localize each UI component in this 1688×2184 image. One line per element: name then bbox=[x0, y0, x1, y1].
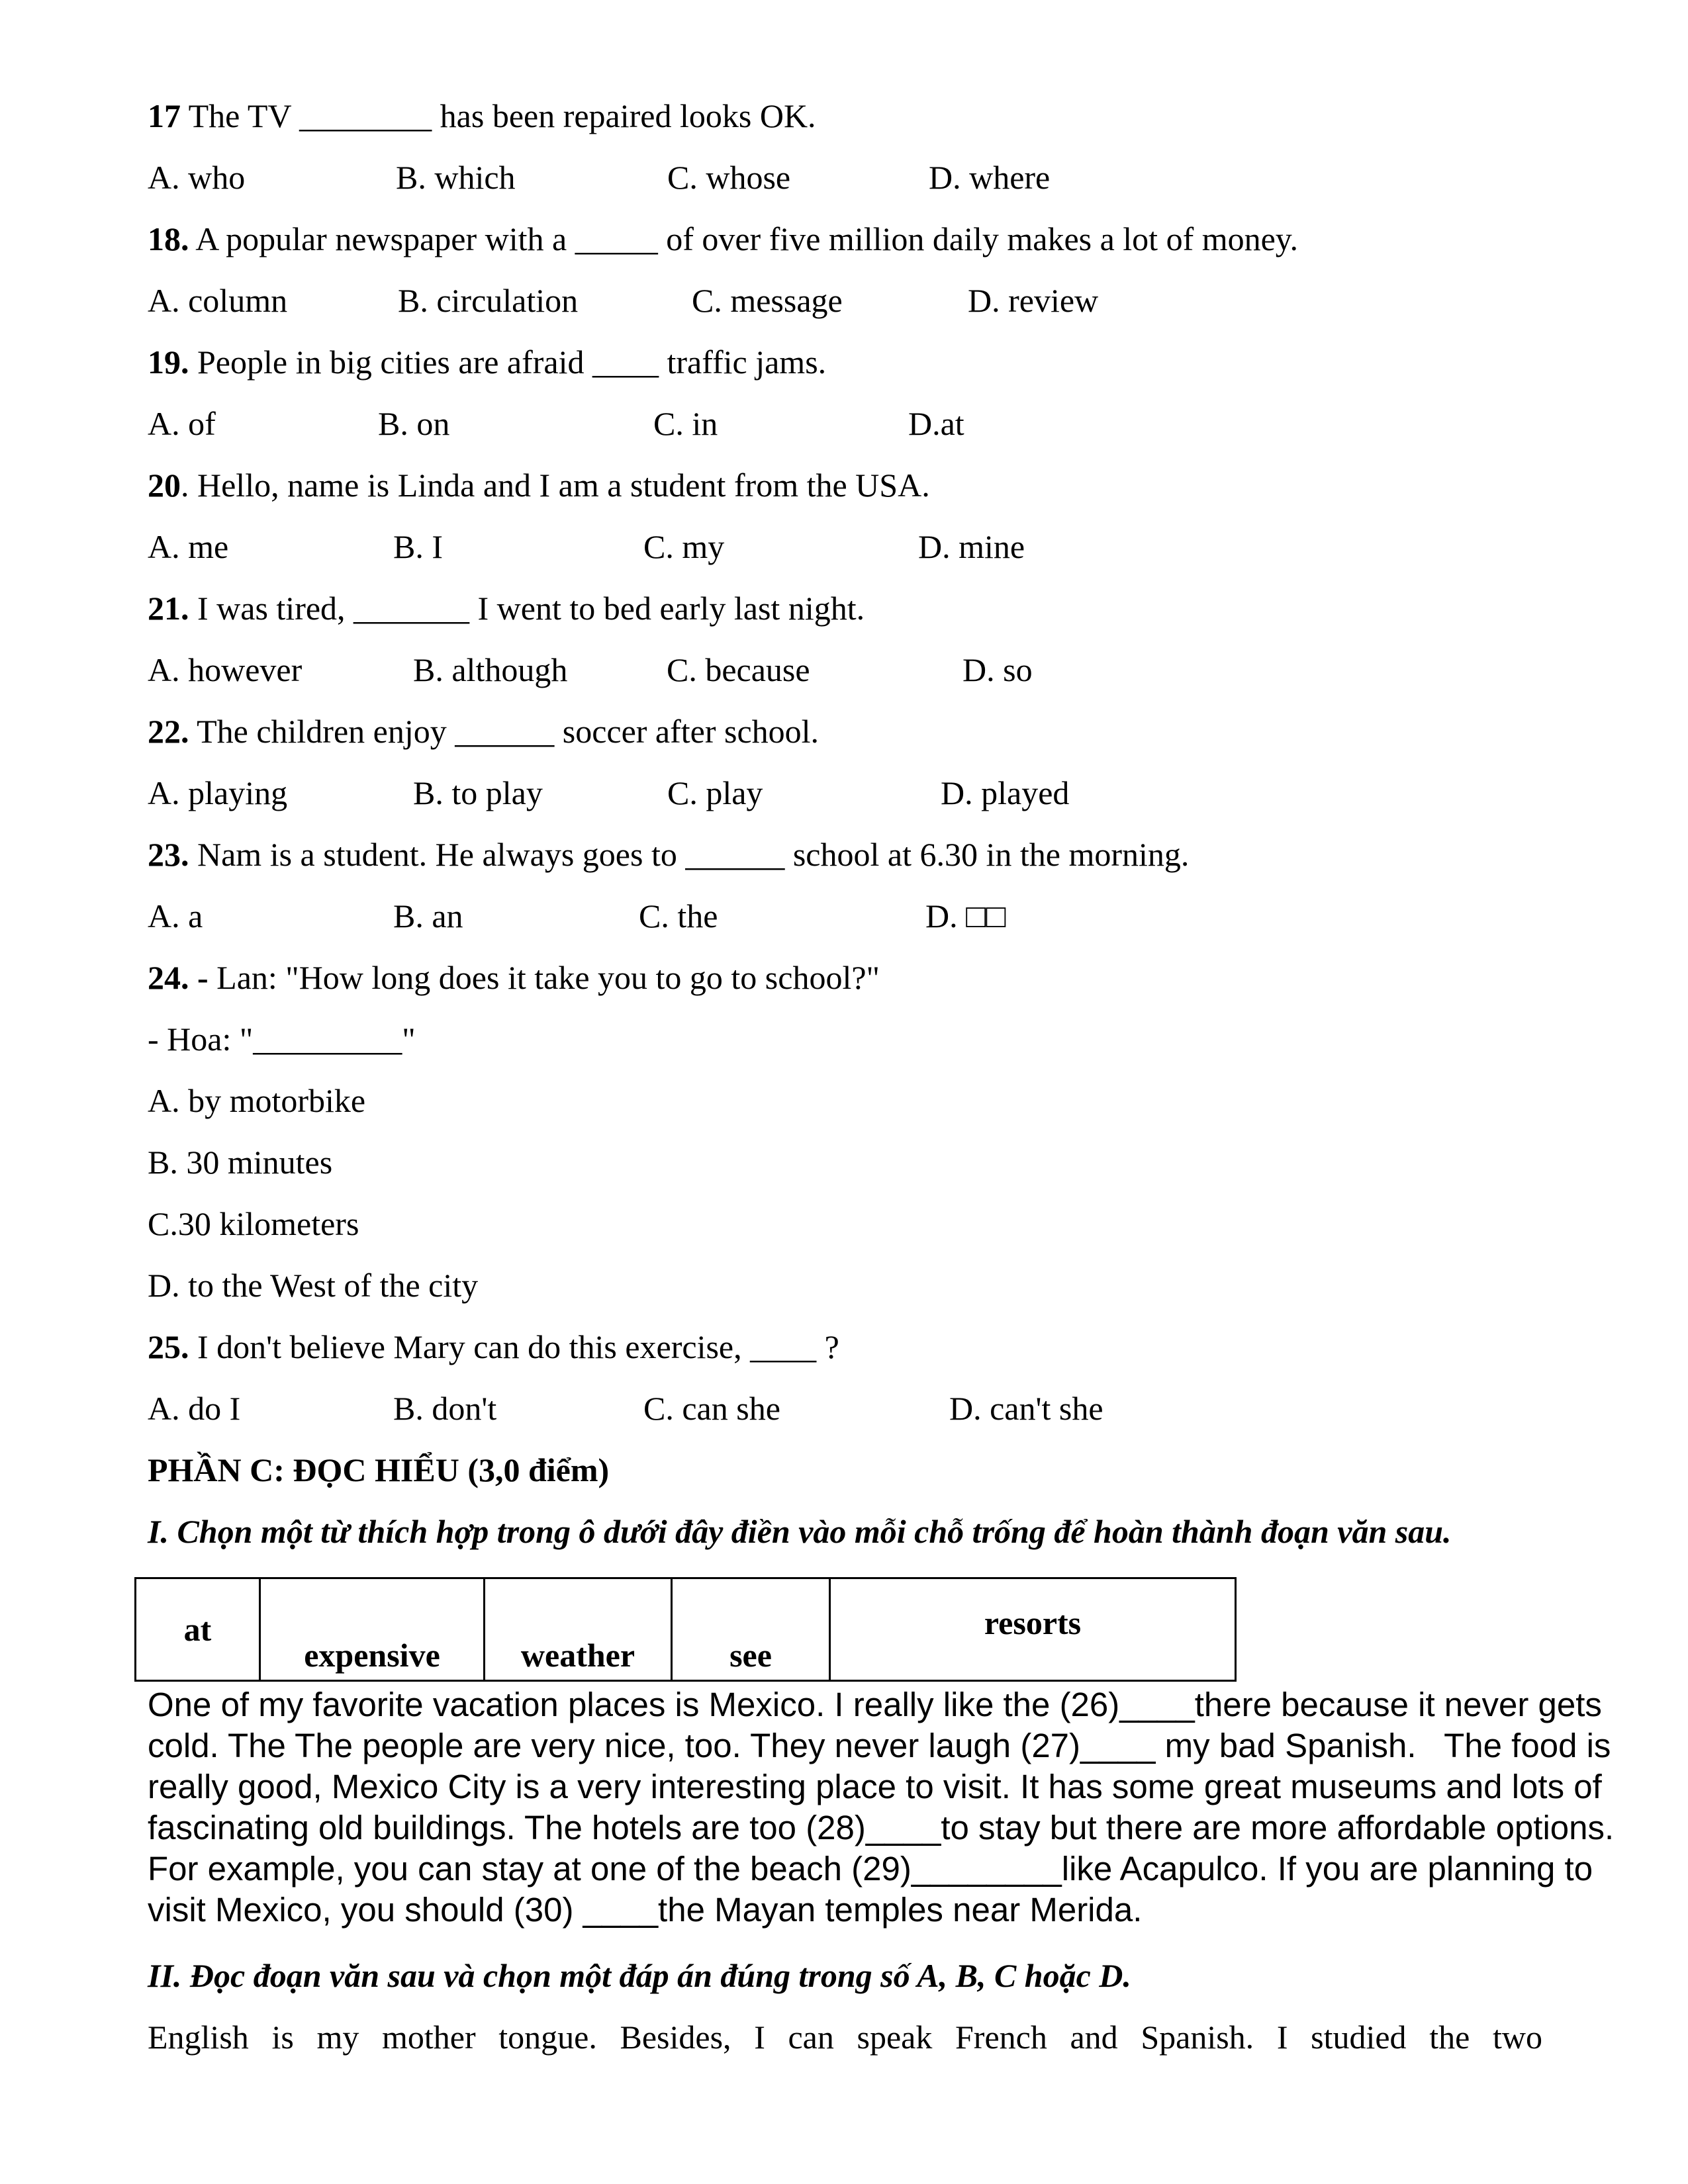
option-a: A. by motorbike bbox=[148, 1082, 366, 1119]
option-c: C. message bbox=[692, 282, 843, 319]
question-number: 17 bbox=[148, 97, 181, 134]
question-20 bbox=[148, 465, 930, 505]
option-c: C. in bbox=[653, 405, 718, 442]
question-number: 23. bbox=[148, 836, 189, 873]
question-stem: I don't believe Mary can do this exercise, ____ ? bbox=[189, 1328, 839, 1365]
question-stem: Nam is a student. He always goes to ______ school at 6.30 in the morning. bbox=[189, 836, 1190, 873]
option-b: B. which bbox=[396, 159, 516, 196]
option-a: A. playing bbox=[148, 774, 288, 811]
section-c-heading: PHẦN C: ĐỌC HIỂU (3,0 điểm) bbox=[148, 1451, 610, 1488]
part2-first-line bbox=[148, 2017, 1542, 2057]
word-box-cell: expensive bbox=[260, 1578, 485, 1681]
passage-line: cold. The The people are very nice, too. They never laugh (27)____ my bad Spanish. The food is bbox=[148, 1727, 1611, 1764]
option-d: D. to the West of the city bbox=[148, 1267, 479, 1304]
question-23 bbox=[148, 835, 1189, 874]
question-number: 25. bbox=[148, 1328, 189, 1365]
option-b: B. an bbox=[393, 897, 463, 934]
option-c: C. whose bbox=[667, 159, 791, 196]
question-24 bbox=[148, 958, 880, 997]
option-a: A. a bbox=[148, 897, 203, 934]
question-17 bbox=[148, 96, 816, 136]
option-a: A. me bbox=[148, 528, 229, 565]
passage-word: speak bbox=[857, 2019, 933, 2056]
passage-word: I bbox=[1276, 2019, 1288, 2056]
question-stem: The TV ________ has been repaired looks OK. bbox=[181, 97, 816, 134]
option-a: A. do I bbox=[148, 1390, 241, 1427]
option-a: A. of bbox=[148, 405, 216, 442]
option-c: C.30 kilometers bbox=[148, 1205, 359, 1242]
word-box-cell: at bbox=[136, 1578, 260, 1681]
option-b: B. I bbox=[393, 528, 443, 565]
passage-word: I bbox=[754, 2019, 765, 2056]
option-b: B. circulation bbox=[398, 282, 579, 319]
word-box-cell: weather bbox=[485, 1578, 672, 1681]
passage-word: my bbox=[316, 2019, 359, 2056]
question-24-reply: - Hoa: "_________" bbox=[148, 1021, 416, 1058]
option-a: A. however bbox=[148, 651, 303, 688]
passage-line: really good, Mexico City is a very interesting place to visit. It has some great museums and lots of bbox=[148, 1768, 1602, 1805]
option-c: C. can she bbox=[643, 1390, 780, 1427]
option-b: B. to play bbox=[413, 774, 543, 811]
question-number: 21. bbox=[148, 590, 189, 627]
word-box-cell: see bbox=[672, 1578, 830, 1681]
passage-word: two bbox=[1492, 2019, 1542, 2056]
option-a: A. column bbox=[148, 282, 288, 319]
question-number: 22. bbox=[148, 713, 189, 750]
question-stem: People in big cities are afraid ____ traffic jams. bbox=[189, 343, 827, 381]
word-box-cell: resorts bbox=[830, 1578, 1236, 1681]
option-d: D. review bbox=[968, 282, 1099, 319]
question-number: 18. bbox=[148, 220, 189, 257]
option-b: B. although bbox=[413, 651, 568, 688]
option-d: D. can't she bbox=[949, 1390, 1103, 1427]
option-a: A. who bbox=[148, 159, 246, 196]
question-19 bbox=[148, 342, 826, 382]
passage-word: Besides, bbox=[620, 2019, 731, 2056]
question-stem: I was tired, _______ I went to bed early last night. bbox=[189, 590, 865, 627]
passage-word: and bbox=[1070, 2019, 1118, 2056]
option-d: D. where bbox=[929, 159, 1051, 196]
question-number: 19. bbox=[148, 343, 189, 381]
passage-word: tongue. bbox=[498, 2019, 597, 2056]
passage-word: the bbox=[1429, 2019, 1470, 2056]
option-d: D.at bbox=[908, 405, 964, 442]
option-c: C. because bbox=[667, 651, 810, 688]
question-number: 20 bbox=[148, 467, 181, 504]
question-stem: . Hello, name is Linda and I am a student from the USA. bbox=[181, 467, 930, 504]
option-c: C. my bbox=[643, 528, 725, 565]
question-21 bbox=[148, 588, 865, 628]
passage-word: Spanish. bbox=[1141, 2019, 1254, 2056]
passage-word: is bbox=[271, 2019, 294, 2056]
option-d: D. so bbox=[962, 651, 1033, 688]
passage-line: fascinating old buildings. The hotels are too (28)____to stay but there are more affordable options. bbox=[148, 1809, 1615, 1846]
question-stem: A popular newspaper with a _____ of over five million daily makes a lot of money. bbox=[189, 220, 1299, 257]
question-stem: The children enjoy ______ soccer after school. bbox=[189, 713, 820, 750]
question-25 bbox=[148, 1327, 839, 1367]
option-b: B. don't bbox=[393, 1390, 497, 1427]
passage-word: can bbox=[788, 2019, 834, 2056]
option-c: C. the bbox=[639, 897, 718, 934]
passage-line: One of my favorite vacation places is Mexico. I really like the (26)____there because it never gets bbox=[148, 1686, 1602, 1723]
option-c: C. play bbox=[667, 774, 763, 811]
passage-word: mother bbox=[381, 2019, 476, 2056]
passage-word: studied bbox=[1311, 2019, 1407, 2056]
question-stem: Lan: "How long does it take you to go to school?" bbox=[208, 959, 880, 996]
part1-instruction: I. Chọn một từ thích hợp trong ô dưới đây điền vào mỗi chỗ trống để hoàn thành đoạn văn sau. bbox=[148, 1513, 1452, 1550]
passage-line: For example, you can stay at one of the beach (29)________like Acapulco. If you are planning to bbox=[148, 1850, 1593, 1888]
passage-word: French bbox=[955, 2019, 1047, 2056]
option-b: B. 30 minutes bbox=[148, 1144, 333, 1181]
passage-line: visit Mexico, you should (30) ____the Mayan temples near Merida. bbox=[148, 1891, 1143, 1929]
passage-word: English bbox=[148, 2019, 249, 2056]
part2-instruction: II. Đọc đoạn văn sau và chọn một đáp án đúng trong số A, B, C hoặc D. bbox=[148, 1957, 1131, 1994]
option-d: D. mine bbox=[918, 528, 1025, 565]
option-d: D. □□ bbox=[925, 897, 1006, 934]
question-number: 24. - bbox=[148, 959, 209, 996]
question-22 bbox=[148, 711, 819, 751]
option-d: D. played bbox=[941, 774, 1070, 811]
question-18 bbox=[148, 219, 1298, 259]
word-box bbox=[134, 1577, 1237, 1682]
option-b: B. on bbox=[378, 405, 450, 442]
